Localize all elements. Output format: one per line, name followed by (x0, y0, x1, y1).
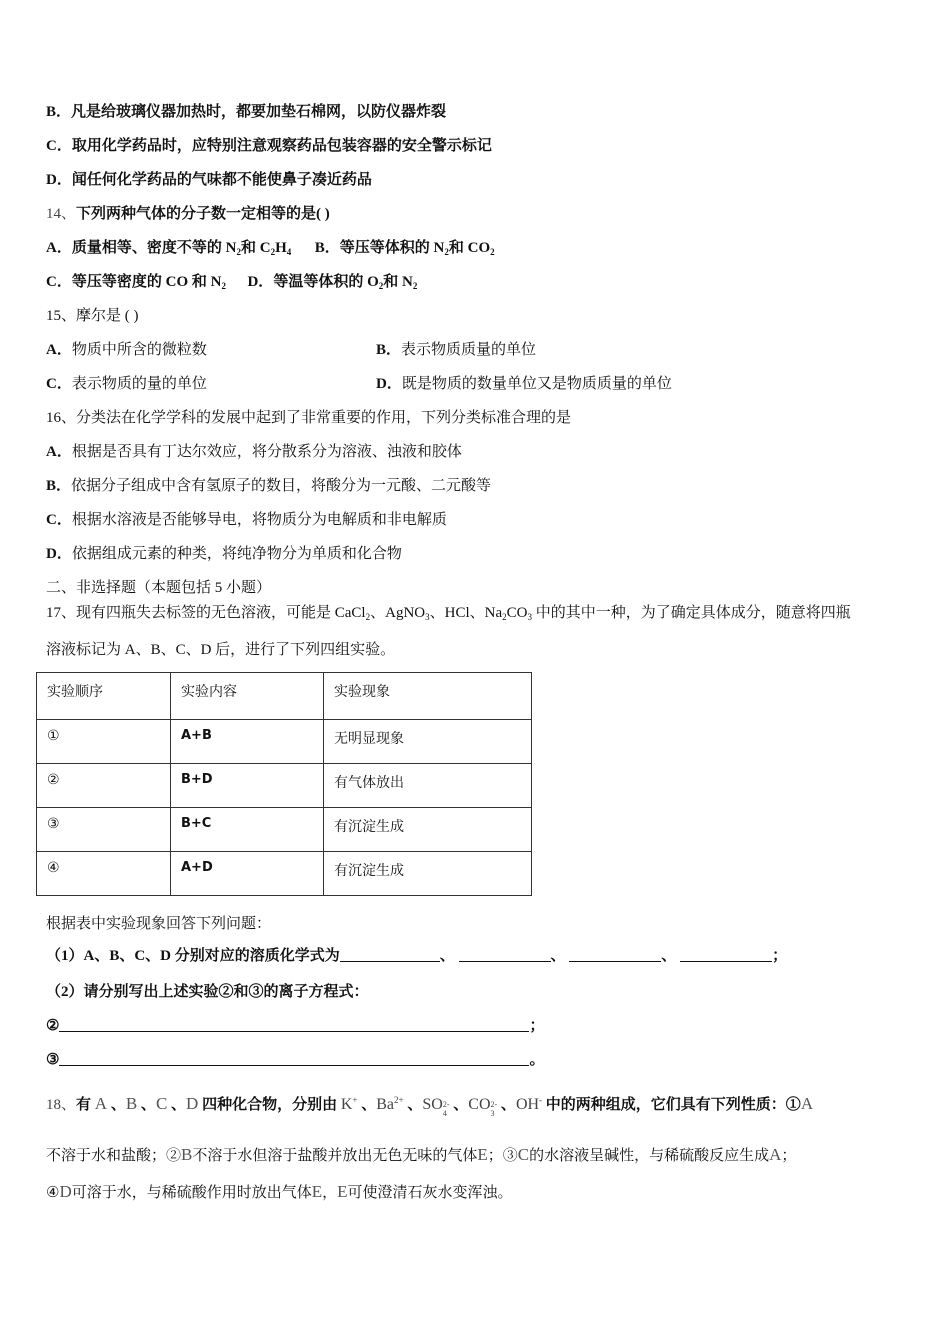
option-text: 依据组成元素的种类，将纯净物分为单质和化合物 (71, 546, 402, 562)
punctuation: ； (529, 1018, 545, 1034)
ion-carbonate (468, 1096, 498, 1118)
q16-option-b (46, 476, 491, 496)
answer-blank-c[interactable] (569, 947, 661, 962)
ion-hydroxide (516, 1096, 542, 1113)
subscript: 4 (442, 1109, 447, 1118)
option-text: 根据是否具有丁达尔效应，将分散系分为溶液、浊液和胶体 (71, 444, 462, 460)
option-text: 等温等体积的 (273, 274, 368, 290)
subscript: 4 (286, 247, 292, 257)
option-label: B． (314, 240, 340, 256)
option-label: C． (46, 376, 72, 392)
stem-text: 、HCl、Na (429, 605, 503, 621)
subscript: 2 (221, 281, 226, 291)
stem-text: 、AgNO (370, 605, 426, 621)
formula: N (225, 240, 237, 256)
table-cell-order: ② (37, 764, 171, 808)
table-cell-order: ④ (37, 852, 171, 896)
table-cell-phenomenon: 有沉淀生成 (324, 808, 532, 852)
q14-options-ab (46, 238, 495, 258)
compound-label: C (155, 1094, 168, 1113)
table-cell-phenomenon: 无明显现象 (324, 720, 532, 764)
option-text: 表示物质的量的单位 (71, 376, 207, 392)
q17-after-table: 根据表中实验现象回答下列问题： (46, 916, 272, 932)
q15-stem (46, 306, 139, 326)
charge: 2- (442, 1100, 450, 1109)
option-label: D． (376, 376, 402, 392)
table-header-row (37, 673, 532, 720)
equation-blank-2[interactable] (59, 1017, 529, 1032)
separator: 、 (497, 1097, 516, 1113)
q16-option-c (46, 510, 447, 530)
table-row (37, 764, 532, 808)
separator: 、 (661, 948, 677, 964)
ion-potassium (341, 1096, 358, 1113)
table-row (37, 720, 532, 764)
option-label: B． (46, 478, 72, 494)
charge: + (352, 1095, 358, 1105)
subscript: 3 (425, 612, 430, 622)
stem-text: ； (781, 1148, 797, 1164)
q14-option-c (46, 274, 230, 290)
q15-option-a (46, 342, 207, 358)
charge: 2+ (394, 1095, 404, 1105)
q17-sub2: （2）请分别写出上述实验②和③的离子方程式： (46, 984, 369, 1000)
option-label: C． (46, 274, 72, 290)
option-label: B． (46, 104, 72, 120)
compound-label: A (800, 1094, 814, 1113)
compound-label: A (94, 1094, 108, 1113)
formula: C (259, 240, 271, 256)
q14-option-b (315, 240, 495, 256)
table-cell-content: B+C (171, 808, 324, 852)
table-cell-phenomenon: 有沉淀生成 (324, 852, 532, 896)
circled-number: ② (46, 1018, 60, 1034)
option-label: B． (376, 342, 402, 358)
ion-symbol: K (340, 1096, 353, 1113)
table-header: 实验内容 (171, 673, 324, 720)
q14-option-a (46, 240, 295, 256)
q15-option-c (46, 376, 207, 392)
table-header: 实验现象 (324, 673, 532, 720)
stem-text: 有 (76, 1097, 95, 1113)
section-title: 二、非选择题（本题包括 5 小题） (46, 580, 272, 596)
q16-stem (46, 408, 571, 428)
subscript: 2 (502, 612, 507, 622)
table-header: 实验顺序 (37, 673, 171, 720)
answer-blank-a[interactable] (340, 947, 440, 962)
separator: 、 (137, 1097, 156, 1113)
question-number: 14、 (46, 206, 77, 222)
formula: CO (165, 274, 189, 290)
q13-option-d (46, 170, 372, 190)
question-number: 15、 (46, 308, 77, 324)
compound-label: D (186, 1094, 199, 1113)
table-cell-content: B+D (171, 764, 324, 808)
sub-question-text: （1）A、B、C、D 分别对应的溶质化学式为 (46, 948, 340, 964)
circled-number: ③ (46, 1052, 60, 1068)
option-text: 闻任何化学药品的气味都不能使鼻子凑近药品 (71, 172, 372, 188)
compound-label: A (769, 1145, 782, 1164)
option-label: D． (46, 546, 72, 562)
option-text: 等压等密度的 (71, 274, 166, 290)
option-text: 等压等体积的 (339, 240, 434, 256)
stem-text: 四种化合物，分别由 (198, 1097, 341, 1113)
stem-text: CO (506, 605, 528, 621)
option-text: 物质中所含的微粒数 (71, 342, 207, 358)
option-text: 和 (383, 274, 403, 290)
q15-options-cd (46, 374, 672, 394)
stem-text: 不溶于水和盐酸；② (46, 1148, 182, 1164)
equation-blank-3[interactable] (59, 1051, 529, 1066)
answer-blank-b[interactable] (459, 947, 551, 962)
formula: N (402, 274, 413, 290)
answer-blank-d[interactable] (680, 947, 772, 962)
stem-text: ；③ (487, 1148, 518, 1164)
ion-symbol: SO (422, 1096, 443, 1113)
question-number: 18、 (46, 1097, 77, 1113)
table-cell-phenomenon: 有气体放出 (324, 764, 532, 808)
formula: H (275, 240, 287, 256)
q18-stem-line2 (46, 1145, 796, 1166)
compound-label: C (517, 1145, 530, 1164)
subscript: 2 (444, 247, 449, 257)
experiment-table (36, 672, 532, 896)
circled-number: ④ (46, 1185, 60, 1201)
table-cell-order: ③ (37, 808, 171, 852)
option-label: A． (46, 444, 72, 460)
table-cell-content: A+D (171, 852, 324, 896)
stem-text: 现有四瓶失去标签的无色溶液，可能是 CaCl (76, 605, 366, 621)
q17-stem-line2: 溶液标记为 A、B、C、D 后，进行了下列四组实验。 (46, 642, 396, 658)
q18-stem-line1 (46, 1094, 813, 1118)
charge: - (539, 1095, 543, 1105)
subscript: 2 (412, 281, 418, 291)
table-row (37, 852, 532, 896)
compound-label: E (477, 1145, 488, 1164)
stem-text: 的水溶液呈碱性，与稀硫酸反应生成 (529, 1148, 770, 1164)
q17-equation-3 (46, 1050, 544, 1070)
compound-label: B (181, 1145, 193, 1164)
question-stem: 下列两种气体的分子数一定相等的是( ) (76, 206, 330, 222)
q17-equation-2 (46, 1016, 544, 1036)
option-text: 和 (188, 274, 211, 290)
stem-text: 可溶于水，与稀硫酸作用时放出气体 (71, 1185, 312, 1201)
compound-label: B (125, 1094, 138, 1113)
ion-sulfate (422, 1096, 450, 1118)
compound-label: E (311, 1182, 323, 1201)
separator: 、 (403, 1097, 423, 1113)
option-text: 依据分子组成中含有氢原子的数目，将酸分为一元酸、二元酸等 (71, 478, 492, 494)
q14-stem (46, 204, 330, 224)
q15-options-ab (46, 340, 537, 360)
option-text: 凡是给玻璃仪器加热时，都要加垫石棉网，以防仪器炸裂 (71, 104, 447, 120)
q14-option-d (247, 274, 417, 290)
q13-option-c (46, 136, 492, 156)
separator: 、 (550, 948, 566, 964)
stem-text: 中的其中一种，为了确定具体成分，随意将四瓶 (531, 605, 851, 621)
q16-option-a (46, 442, 462, 462)
option-text: 根据水溶液是否能够导电，将物质分为电解质和非电解质 (71, 512, 447, 528)
option-label: A． (46, 240, 72, 256)
subscript: 2 (378, 281, 384, 291)
ion-symbol: CO (468, 1096, 491, 1113)
option-label: D． (247, 274, 274, 290)
option-text: 质量相等、密度不等的 (71, 240, 226, 256)
option-label: C． (46, 138, 72, 154)
punctuation: ； (772, 948, 788, 964)
stem-text: 不溶于水但溶于盐酸并放出无色无味的气体 (192, 1148, 478, 1164)
table-cell-order: ① (37, 720, 171, 764)
q16-option-d (46, 544, 402, 564)
separator: 、 (357, 1097, 377, 1113)
subscript: 2 (270, 247, 276, 257)
stem-text: 可使澄清石灰水变浑浊。 (347, 1185, 513, 1201)
separator: 、 (107, 1097, 126, 1113)
option-text: 既是物质的数量单位又是物质质量的单位 (401, 376, 672, 392)
q15-option-d (376, 374, 672, 394)
subscript: 2 (365, 612, 371, 622)
separator: 、 (439, 948, 455, 964)
ion-barium (376, 1096, 403, 1113)
ion-symbol: Ba (376, 1096, 395, 1113)
ion-symbol: OH (515, 1096, 540, 1113)
table-row (37, 808, 532, 852)
stem-text: 中的两种组成，它们具有下列性质：① (542, 1097, 801, 1113)
q18-stem-line3 (46, 1182, 513, 1203)
compound-label: E (337, 1182, 348, 1201)
table-cell-content: A+B (171, 720, 324, 764)
q15-option-b (376, 340, 536, 360)
punctuation: 。 (529, 1052, 545, 1068)
formula: O (367, 274, 379, 290)
q13-option-b (46, 102, 446, 122)
q17-sub1 (46, 946, 787, 966)
subscript: 2 (490, 247, 495, 257)
formula: CO (467, 240, 491, 256)
formula: N (433, 240, 445, 256)
option-label: A． (46, 342, 72, 358)
q14-options-cd (46, 272, 417, 292)
separator: 、 (449, 1097, 469, 1113)
compound-label: D (59, 1182, 72, 1201)
charge: 2- (490, 1100, 498, 1109)
question-number: 17、 (46, 605, 77, 621)
formula: N (210, 274, 222, 290)
subscript: 3 (527, 612, 532, 622)
question-stem: 摩尔是 ( ) (76, 308, 139, 324)
option-text: 表示物质质量的单位 (401, 342, 537, 358)
question-number: 16、 (46, 410, 77, 426)
option-text: 取用化学药品时，应特别注意观察药品包装容器的安全警示标记 (71, 138, 492, 154)
option-text: 和 (240, 240, 260, 256)
separator: 、 (167, 1097, 187, 1113)
question-stem: 分类法在化学学科的发展中起到了非常重要的作用，下列分类标准合理的是 (76, 410, 572, 426)
q17-stem-line1 (46, 603, 851, 623)
option-label: D． (46, 172, 72, 188)
subscript: 2 (236, 247, 241, 257)
stem-text: ， (322, 1185, 338, 1201)
option-label: C． (46, 512, 72, 528)
subscript: 3 (490, 1109, 495, 1118)
option-text: 和 (448, 240, 468, 256)
